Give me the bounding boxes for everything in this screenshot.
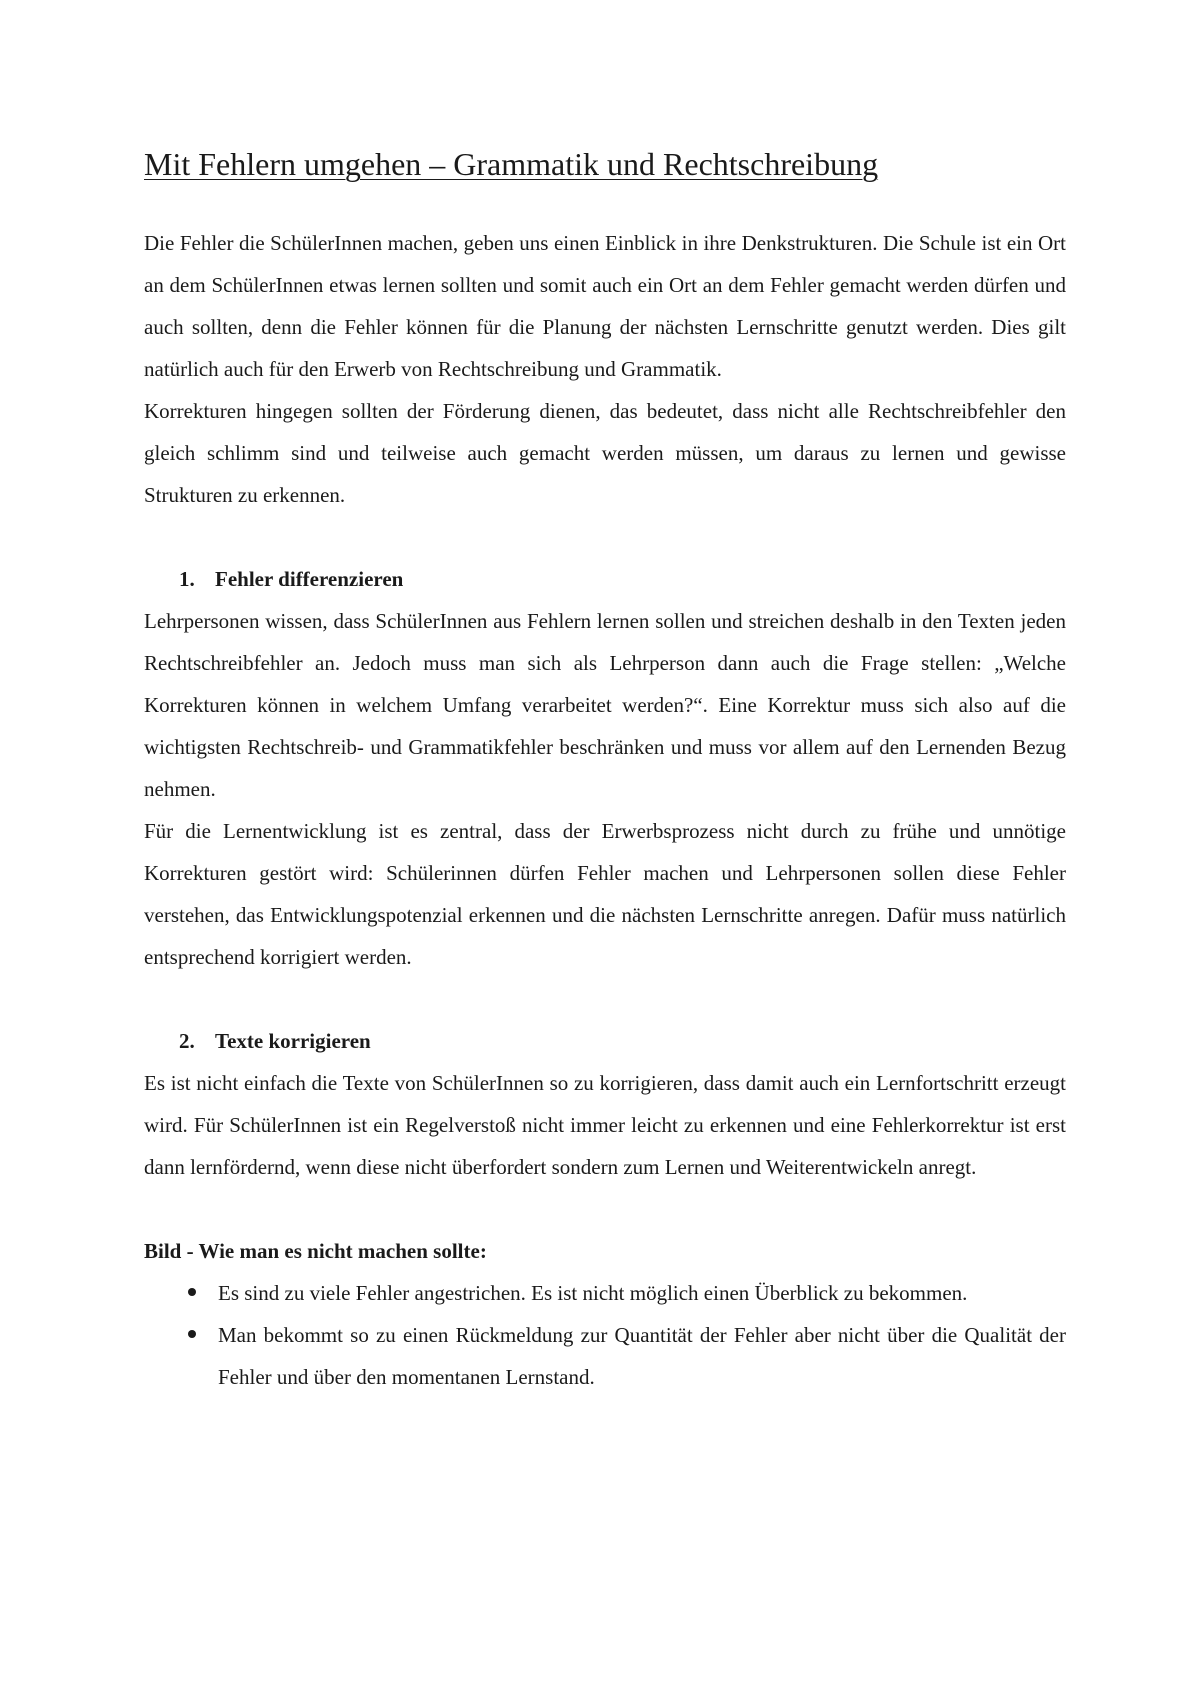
list-item-text: Man bekommt so zu einen Rückmeldung zur Quantität der Fehler aber nicht über die Qualität der Fehler und über den momentanen Lernstand. <box>218 1323 1066 1389</box>
intro-paragraph: Korrekturen hingegen sollten der Förderung dienen, das bedeutet, dass nicht alle Rechtschreibfehler den gleich schlimm sind und teilweise auch gemacht werden müssen, um daraus zu lernen und gewisse Strukturen zu erkennen. <box>144 399 1066 507</box>
document-page <box>144 140 1066 1398</box>
bullet-list <box>144 1272 1066 1398</box>
bullet-icon <box>188 1330 196 1338</box>
bullet-icon <box>188 1288 196 1296</box>
document-title: Mit Fehlern umgehen – Grammatik und Rechtschreibung <box>144 146 879 182</box>
section-title: Fehler differenzieren <box>215 567 404 591</box>
image-note-heading: Bild - Wie man es nicht machen sollte: <box>144 1239 487 1263</box>
spacer <box>144 516 1066 558</box>
spacer <box>144 1188 1066 1230</box>
section-paragraph: Lehrpersonen wissen, dass SchülerInnen aus Fehlern lernen sollen und streichen deshalb in den Texten jeden Rechtschreibfehler an. Jedoch muss man sich als Lehrperson dann auch die Frage stellen: „Welche Korrekturen können in welchem Umfang verarbeitet werden?“. Eine Korrektur muss sich also auf die wichtigsten Rechtschreib- und Grammatikfehler beschränken und muss vor allem auf den Lernenden Bezug nehmen. <box>144 609 1066 801</box>
section-paragraph: Es ist nicht einfach die Texte von SchülerInnen so zu korrigieren, dass damit auch ein Lernfortschritt erzeugt wird. Für SchülerInnen ist ein Regelverstoß nicht immer leicht zu erkennen und eine Fehlerkorrektur ist erst dann lernfördernd, wenn diese nicht überfordert sondern zum Lernen und Weiterentwickeln anregt. <box>144 1071 1066 1179</box>
section-paragraph: Für die Lernentwicklung ist es zentral, dass der Erwerbsprozess nicht durch zu frühe und unnötige Korrekturen gestört wird: Schülerinnen dürfen Fehler machen und Lehrpersonen sollen diese Fehler verstehen, das Entwicklungspotenzial erkennen und die nächsten Lernschritte anregen. Dafür muss natürlich entsprechend korrigiert werden. <box>144 819 1066 969</box>
intro-paragraph: Die Fehler die SchülerInnen machen, geben uns einen Einblick in ihre Denkstrukturen. Die Schule ist ein Ort an dem SchülerInnen etwas lernen sollten und somit auch ein Ort an dem Fehler gemacht werden dürfen und auch sollten, denn die Fehler können für die Planung der nächsten Lernschritte genutzt werden. Dies gilt natürlich auch für den Erwerb von Rechtschreibung und Grammatik. <box>144 231 1066 381</box>
list-item <box>144 1272 1066 1314</box>
spacer <box>144 978 1066 1020</box>
section-number: 1. <box>179 567 195 591</box>
section-title: Texte korrigieren <box>215 1029 371 1053</box>
section-heading <box>144 1020 1066 1062</box>
section-number: 2. <box>179 1029 195 1053</box>
list-item <box>144 1314 1066 1398</box>
list-item-text: Es sind zu viele Fehler angestrichen. Es ist nicht möglich einen Überblick zu bekommen. <box>218 1281 968 1305</box>
section-heading <box>144 558 1066 600</box>
